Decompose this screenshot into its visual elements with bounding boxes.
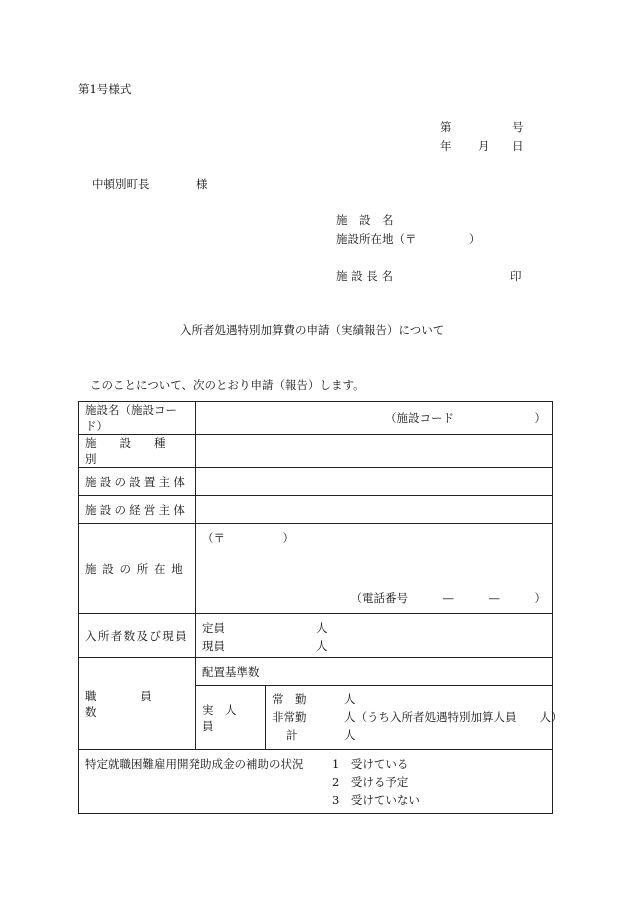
facility-address-close: ） [469,232,481,246]
total-label: 計 [286,728,298,742]
option-not-receiving[interactable]: 3 受けていない [332,793,420,807]
date-year: 年 [440,139,452,153]
subsidy-label: 特定就職困難雇用開発助成金の補助の状況 [85,757,304,771]
number-dai: 第 [440,120,452,134]
director-label: 施 設 長 名 [336,269,393,283]
operator-label: 施設の経営主体 [79,496,196,524]
phone-number: （電話番号 — — ） [350,591,546,605]
facility-address-label: 施設所在地（〒 [336,232,417,246]
residents-label: 入所者数及び現員 [79,614,196,658]
form-number: 第1号様式 [78,82,132,96]
addressee-sama: 様 [196,177,208,191]
total-unit: 人 [344,728,356,742]
placement-standard[interactable]: 配置基準数 [196,658,553,686]
facility-code-label: 施設名（施設コード） [79,402,196,435]
location-label: 施設の所在地 [79,524,196,614]
addressee: 中頓別町長 [92,177,150,191]
facility-type-field[interactable] [196,435,553,468]
operator-field[interactable] [196,496,553,524]
current-unit: 人 [316,639,328,653]
actual-staff-label: 実 人 員 [196,686,266,750]
postal-code: （〒 ） [202,531,294,545]
seal-mark: 印 [510,269,522,283]
staff-label: 職 員 数 [79,658,196,750]
date-day: 日 [512,139,524,153]
option-planned[interactable]: 2 受ける予定 [332,775,409,789]
fulltime-unit: 人 [344,692,356,706]
facility-type-label: 施 設 種 別 [79,435,196,468]
parttime-note: 人（うち入所者処遇特別加算人員 人） [344,710,563,724]
capacity-label: 定員 [202,621,225,635]
founder-field[interactable] [196,468,553,496]
number-go: 号 [512,120,524,134]
parttime-label: 非常勤 [272,710,307,724]
subsidy-row [79,750,553,814]
facility-name-label: 施 設 名 [336,213,394,227]
intro-text: このことについて、次のとおり申請（報告）します。 [90,378,365,392]
fulltime-label: 常 勤 [272,692,307,706]
founder-label: 施設の設置主体 [79,468,196,496]
facility-code-field[interactable]: （施設コード ） [196,402,553,435]
residents-field[interactable] [196,614,553,658]
option-receiving[interactable]: 1 受けている [332,757,409,771]
document-title: 入所者処遇特別加算費の申請（実績報告）について [180,323,445,337]
date-month: 月 [478,139,490,153]
location-field[interactable] [196,524,553,614]
application-table [78,401,563,814]
capacity-unit: 人 [316,621,328,635]
current-label: 現員 [202,639,225,653]
actual-staff-field[interactable] [266,686,563,750]
